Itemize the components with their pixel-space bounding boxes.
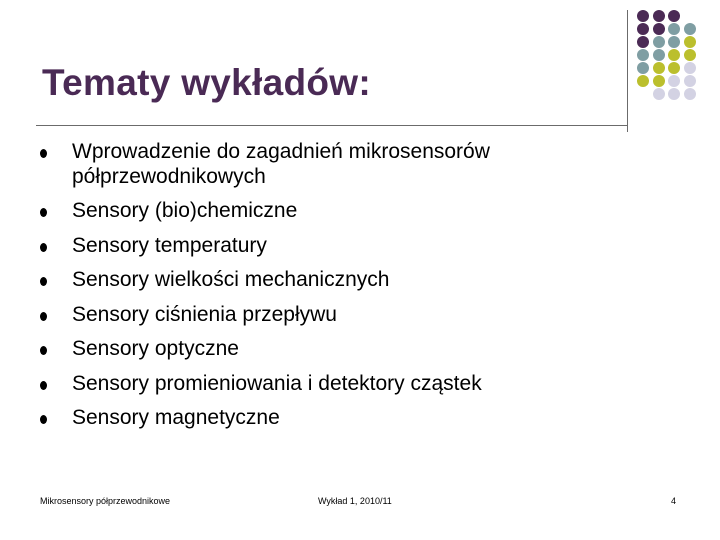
decorative-dot bbox=[684, 62, 696, 74]
decorative-dot bbox=[653, 49, 665, 61]
bullet-item bbox=[40, 234, 632, 259]
decorative-dot bbox=[637, 10, 649, 22]
decorative-dot-grid bbox=[637, 10, 707, 110]
bullet-text: Wprowadzenie do zagadnień mikrosensorów półprzewodnikowych bbox=[72, 140, 490, 188]
bullet-text: Sensory temperatury bbox=[72, 233, 267, 257]
bullet-item bbox=[40, 199, 632, 224]
footer-lecture-info: Wykład 1, 2010/11 bbox=[318, 496, 392, 506]
decorative-dot bbox=[637, 49, 649, 61]
decorative-dot bbox=[684, 49, 696, 61]
bullet-list bbox=[40, 140, 632, 441]
bullet-icon bbox=[40, 243, 47, 252]
bullet-icon bbox=[40, 381, 47, 390]
decorative-dot bbox=[653, 36, 665, 48]
decorative-dot bbox=[668, 75, 680, 87]
decorative-dot bbox=[637, 75, 649, 87]
title-underline bbox=[36, 125, 628, 126]
bullet-icon bbox=[40, 312, 47, 321]
decorative-dot bbox=[637, 23, 649, 35]
decorative-dot bbox=[637, 62, 649, 74]
bullet-text: Sensory promieniowania i detektory cząstek bbox=[72, 371, 482, 395]
decorative-dot bbox=[653, 88, 665, 100]
decorative-dot bbox=[668, 36, 680, 48]
bullet-text: Sensory (bio)chemiczne bbox=[72, 199, 298, 222]
bullet-item bbox=[40, 268, 632, 293]
slide-title: Tematy wykładów: bbox=[42, 62, 371, 103]
decorative-dot bbox=[668, 49, 680, 61]
decorative-dot bbox=[653, 23, 665, 35]
decorative-dot bbox=[684, 36, 696, 48]
bullet-icon bbox=[40, 277, 47, 286]
decorative-dot bbox=[637, 36, 649, 48]
decorative-dot bbox=[668, 23, 680, 35]
bullet-text: Sensory wielkości mechanicznych bbox=[72, 268, 390, 291]
decorative-dot bbox=[653, 62, 665, 74]
decorative-dot bbox=[684, 23, 696, 35]
bullet-item bbox=[40, 140, 632, 189]
footer-page-number: 4 bbox=[671, 496, 677, 506]
decorative-dot bbox=[684, 88, 696, 100]
decorative-dot bbox=[668, 10, 680, 22]
vertical-divider bbox=[627, 10, 628, 132]
footer-course-name: Mikrosensory półprzewodnikowe bbox=[40, 496, 171, 506]
bullet-text: Sensory magnetyczne bbox=[72, 406, 280, 429]
bullet-text: Sensory optyczne bbox=[72, 337, 239, 360]
bullet-icon bbox=[40, 346, 47, 355]
bullet-item bbox=[40, 406, 632, 431]
bullet-text: Sensory ciśnienia przepływu bbox=[72, 302, 337, 326]
bullet-item bbox=[40, 372, 632, 397]
decorative-dot bbox=[668, 88, 680, 100]
decorative-dot bbox=[684, 75, 696, 87]
decorative-dot bbox=[653, 75, 665, 87]
decorative-dot bbox=[668, 62, 680, 74]
bullet-icon bbox=[40, 208, 47, 217]
bullet-icon bbox=[40, 415, 47, 424]
bullet-icon bbox=[40, 149, 47, 158]
decorative-dot bbox=[653, 10, 665, 22]
bullet-item bbox=[40, 303, 632, 328]
bullet-item bbox=[40, 337, 632, 362]
